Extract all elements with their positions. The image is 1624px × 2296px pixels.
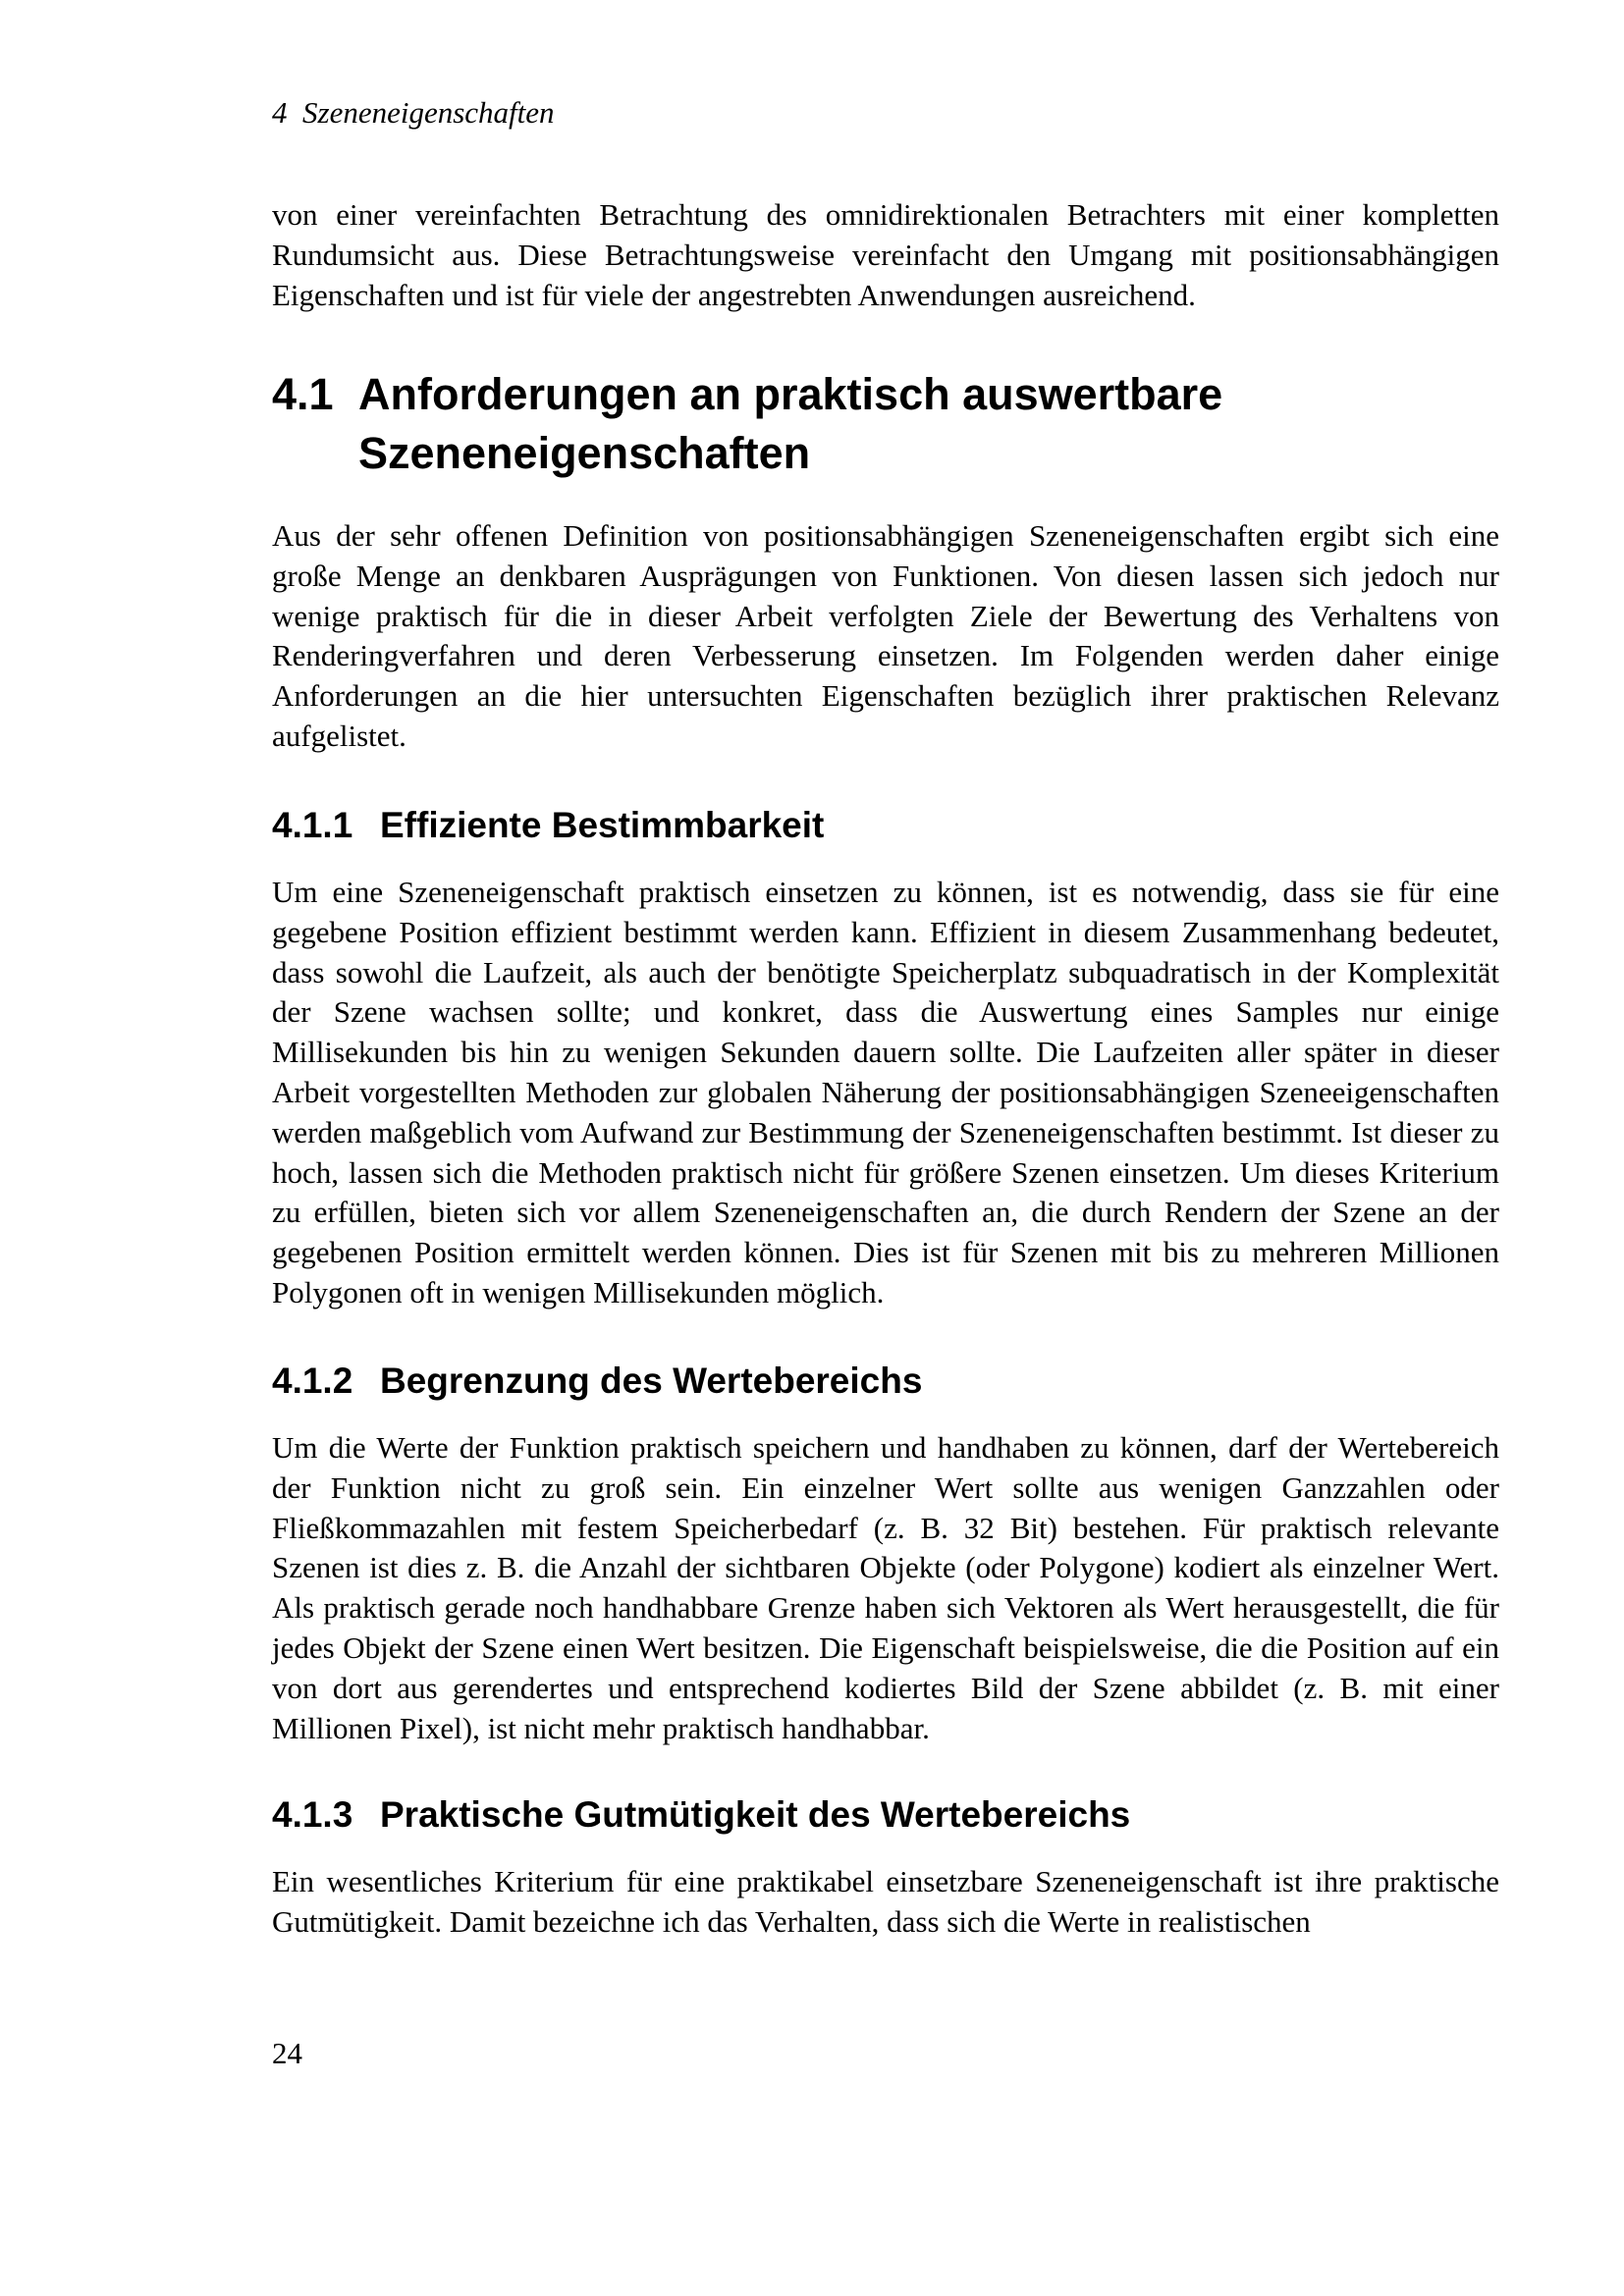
section-title-line2: Szeneneigenschaften [358,428,811,478]
subsection-heading-2 [272,1359,922,1404]
section-block [272,516,1499,757]
subsection-title-3: Praktische Gutmütigkeit des Wertebereichs [380,1794,1131,1835]
subsection-block-2 [272,1428,1499,1748]
running-head-chapter-number: 4 [272,95,288,130]
page-number: 24 [272,2036,302,2070]
section-paragraph: Aus der sehr offenen Definition von positionsabhängigen Szeneneigenschaften ergibt sich eine große Menge an denkbaren Ausprägungen von Funktionen. Von diesen lassen sich jedoch nur wenige praktisch für die in dieser Arbeit verfolgten Ziele der Bewertung des Verhaltens von Renderingverfahren und deren Verbesserung einsetzen. Im Folgenden werden daher einige Anforderungen an die hier untersuchten Eigenschaften bezüglich ihrer praktischen Relevanz aufgelistet. [272,518,1499,753]
subsection-heading-3 [272,1792,1130,1838]
section-title-line1: Anforderungen an praktisch auswertbare [358,369,1223,419]
subsection-paragraph-1: Um eine Szeneneigenschaft praktisch einsetzen zu können, ist es notwendig, dass sie für eine gegebene Position effizient bestimmt werden kann. Effizient in diesem Zusammenhang bedeutet, dass sowohl die Laufzeit, als auch der benötigte Speicherplatz subquadratisch in der Komplexität der Szene wachsen sollte; und konkret, dass die Auswertung eines Samples nur einige Millisekunden bis hin zu wenigen Sekunden dauern sollte. Die Laufzeiten aller später in dieser Arbeit vorgestellten Methoden zur globalen Näherung der positionsabhängigen Szeneeigenschaften werden maßgeblich vom Aufwand zur Bestimmung der Szeneneigenschaften bestimmt. Ist dieser zu hoch, lassen sich die Methoden praktisch nicht für größere Szenen einsetzen. Um dieses Kriterium zu erfüllen, bieten sich vor allem Szeneneigenschaften an, die durch Rendern der Szene an der gegebenen Position ermittelt werden können. Dies ist für Szenen mit bis zu mehreren Millionen Polygonen oft in wenigen Millisekunden möglich. [272,875,1499,1309]
subsection-paragraph-3: Ein wesentliches Kriterium für eine praktikabel einsetzbare Szeneneigenschaft ist ihre praktische Gutmütigkeit. Damit bezeichne ich das Verhalten, dass sich die Werte in realistischen [272,1864,1499,1939]
intro-block [272,195,1499,315]
subsection-block-3 [272,1862,1499,1943]
subsection-number-1: 4.1.1 [272,805,353,845]
subsection-heading-1 [272,803,824,848]
section-heading [272,365,1222,483]
subsection-number-2: 4.1.2 [272,1361,353,1401]
running-head [272,94,555,132]
intro-paragraph: von einer vereinfachten Betrachtung des omnidirektionalen Betrachters mit einer kompletten Rundumsicht aus. Diese Betrachtungsweise vereinfacht den Umgang mit positionsabhängigen Eigenschaften und ist für viele der angestrebten Anwendungen ausreichend. [272,197,1499,312]
subsection-paragraph-2: Um die Werte der Funktion praktisch speichern und handhaben zu können, darf der Wertebereich der Funktion nicht zu groß sein. Ein einzelner Wert sollte aus wenigen Ganzzahlen oder Fließkommazahlen mit festem Speicherbedarf (z. B. 32 Bit) bestehen. Für praktisch relevante Szenen ist dies z. B. die Anzahl der sichtbaren Objekte (oder Polygone) kodiert als einzelner Wert. Als praktisch gerade noch handhabbare Grenze haben sich Vektoren als Wert herausgestellt, die für jedes Objekt der Szene einen Wert besitzen. Die Eigenschaft beispielsweise, die die Position auf ein von dort aus gerendertes und entsprechend kodiertes Bild der Szene abbildet (z. B. mit einer Millionen Pixel), ist nicht mehr praktisch handhabbar. [272,1430,1499,1745]
section-number: 4.1 [272,369,334,419]
subsection-title-1: Effiziente Bestimmbarkeit [380,805,825,845]
running-head-chapter-title: Szeneneigenschaften [302,95,555,130]
subsection-number-3: 4.1.3 [272,1794,353,1835]
document-page [272,0,1499,2296]
subsection-title-2: Begrenzung des Wertebereichs [380,1361,923,1401]
subsection-block-1 [272,873,1499,1313]
